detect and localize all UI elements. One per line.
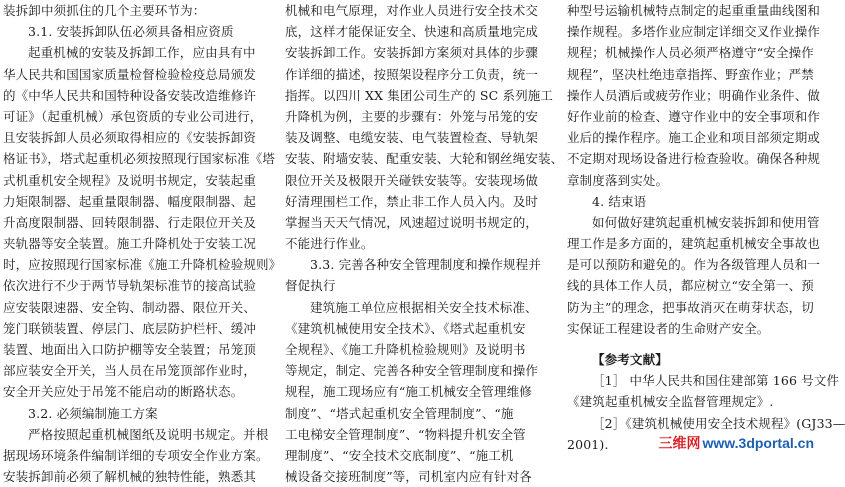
- text-line: 机械和电气原理，对作业人员进行安全技术交: [285, 3, 539, 18]
- text-line: 起重机械的安装及拆卸工作，应由具有中: [28, 45, 256, 61]
- text-line: 安装拆卸前必须了解机械的独特性能，熟悉其: [3, 469, 257, 485]
- text-line: 操作规程。多塔作业应制定详细交叉作业操作: [567, 24, 821, 40]
- text-line: 操作人员酒后或疲劳作业；明确作业条件、做: [567, 87, 821, 103]
- text-line: 时，应按照现行国家标准《施工升降机检验规则》: [3, 257, 282, 273]
- section-spacer: [567, 339, 817, 349]
- text-line: 全规程》、《施工升降机检验规则》及说明书: [285, 342, 526, 357]
- text-line: 装拆卸中须抓住的几个主要环节为：: [3, 3, 206, 18]
- text-line: 工电梯安全管理制度”、“物料提升机安全管: [285, 426, 526, 442]
- text-line: 是可以预防和避免的。作为各级管理人员和一: [567, 257, 821, 273]
- text-line: 督促执行: [285, 278, 336, 294]
- text-line: 不定期对现场设备进行检查验收。确保各种规: [567, 151, 821, 167]
- reference-line: ［2］《建筑机械使用安全技术规程》(GJ33—: [592, 415, 845, 431]
- text-line: 3.3. 完善各种安全管理制度和操作规程并: [310, 257, 541, 273]
- reference-line: 2001).: [567, 436, 609, 452]
- text-line: 升高度限制器、回转限制器、行走限位开关及: [3, 214, 257, 230]
- text-line: 好作业前的检查、遵守作业中的安全事项和作: [567, 108, 821, 124]
- text-line: 线的具体工作人员，都应树立“安全第一、预: [567, 278, 814, 294]
- text-line: 据现场环境条件编制详细的专项安全作业方案。: [3, 447, 269, 463]
- text-line: 理工作是多方面的，建筑起重机械安全事故也: [567, 236, 821, 252]
- text-line: 安全开关应处于吊笼不能启动的断路状态。: [3, 384, 244, 400]
- text-line: 种型号运输机械特点制定的起重重量曲线图和: [567, 3, 821, 18]
- text-line: 3.2. 必须编制施工方案: [28, 405, 158, 421]
- watermark-logo-text: 三维网: [658, 435, 701, 451]
- conclusion-section: [567, 0, 821, 339]
- text-line: 防为主”的理念，把事故消灭在萌芽状态，切: [567, 299, 814, 315]
- text-line: 格证书》，塔式起重机必须按照现行国家标准《塔: [3, 151, 276, 167]
- site-watermark: [657, 432, 817, 454]
- references-heading: 【参考文献】: [592, 352, 668, 367]
- text-line: 底，这样才能保证安全、快速和高质量地完成: [285, 24, 539, 40]
- reference-line: 《建筑起重机械安全监督管理规定》.: [567, 394, 774, 410]
- text-line: 华人民共和国国家质量检督检验检疫总局颁发: [3, 66, 257, 82]
- text-line: 装及调整、电缆安装、电气装置检查、导轨架: [285, 130, 539, 146]
- text-line: 笼门联锁装置、停层门、底层防护栏杆、缓冲: [3, 320, 257, 336]
- watermark-url: www.3dportal.cn: [702, 435, 814, 451]
- text-line: 且安装拆卸人员必须取得相应的《安装拆卸资: [3, 130, 257, 146]
- text-line: 式机重机安全规程》及说明书规定，安装起重: [3, 172, 257, 188]
- text-line: 等规定，制定、完善各种安全管理制度和操作: [285, 363, 539, 379]
- text-line: 指挥。以四川 XX 集团公司生产的 SC 系列施工: [285, 87, 554, 103]
- text-line: 严格按照起重机械图纸及说明书规定。并根: [28, 426, 269, 442]
- reference-line: ［1］ 中华人民共和国住建部第 166 号文件: [592, 373, 840, 389]
- text-line: 的《中华人民共和国特种设备安装改造维修许: [3, 87, 257, 103]
- text-line: 如何做好建筑起重机械安装拆卸和使用管: [592, 214, 820, 230]
- text-line: 限位开关及极限开关碰铁安装等。安装现场做: [285, 172, 539, 188]
- text-line: 《建筑机械使用安全技术》、《塔式起重机安: [285, 320, 526, 336]
- text-line: 业后的操作程序。施工企业和项目部须定期或: [567, 130, 821, 146]
- text-line: 规程”，坚决杜绝违章指挥、野蛮作业；严禁: [567, 66, 814, 82]
- text-line: 建筑施工单位应根据相关安全技术标准、: [310, 299, 538, 315]
- text-line: 掌握当天天气情况，风速超过说明书规定的，: [285, 214, 539, 230]
- text-line: 规程；机械操作人员必须严格遵守“安全操作: [567, 45, 814, 61]
- text-line: 夹轨器等安全装置。施工升降机处于安装工况: [3, 236, 257, 252]
- text-line: 4. 结束语: [592, 193, 647, 209]
- text-line: 可证》（起重机械）承包资质的专业公司进行，: [3, 108, 263, 124]
- text-line: 械设备交接班制度”等，司机室内应有针对各: [285, 469, 532, 485]
- text-column-3: [567, 0, 845, 455]
- text-line: 应安装限速器、安全钩、制动器、限位开关、: [3, 299, 257, 315]
- text-line: 作详细的描述，按照架设程序分工负责，统一: [285, 66, 539, 82]
- text-line: 章制度落到实处。: [567, 172, 669, 188]
- text-line: 升降机为例，主要的步骤有：外笼与吊笼的安: [285, 108, 539, 124]
- text-line: 制度”、“塔式起重机安全管理制度”、“施: [285, 405, 514, 421]
- text-line: 好清理围栏工作，禁止非工作人员入内。及时: [285, 193, 539, 209]
- text-column-2: [285, 0, 564, 487]
- text-line: 理制度”、“安全技术交底制度”、“施工机: [285, 447, 514, 463]
- text-line: 依次进行不少于两节导轨架标准节的接高试验: [3, 278, 257, 294]
- text-line: 力矩限制器、起重量限制器、幅度限制器、起: [3, 193, 257, 209]
- text-line: 规程，施工现场应有“施工机械安全管理维修: [285, 384, 532, 400]
- text-line: 不能进行作业。: [285, 236, 374, 252]
- text-line: 部应装安全开关，当人员在吊笼顶部作业时，: [3, 363, 257, 379]
- text-line: 实保证工程建设者的生命财产安全。: [567, 320, 770, 336]
- text-line: 3.1. 安装拆卸队伍必须具备相应资质: [28, 24, 234, 40]
- text-line: 安装拆卸工作。安装拆卸方案须对具体的步骤: [285, 45, 539, 61]
- text-line: 安装、附墙安装、配重安装、大轮和钢丝绳安装、: [285, 151, 564, 167]
- text-line: 装置、地面出入口防护棚等安全装置；吊笼顶: [3, 342, 257, 357]
- text-column-1: [3, 0, 282, 487]
